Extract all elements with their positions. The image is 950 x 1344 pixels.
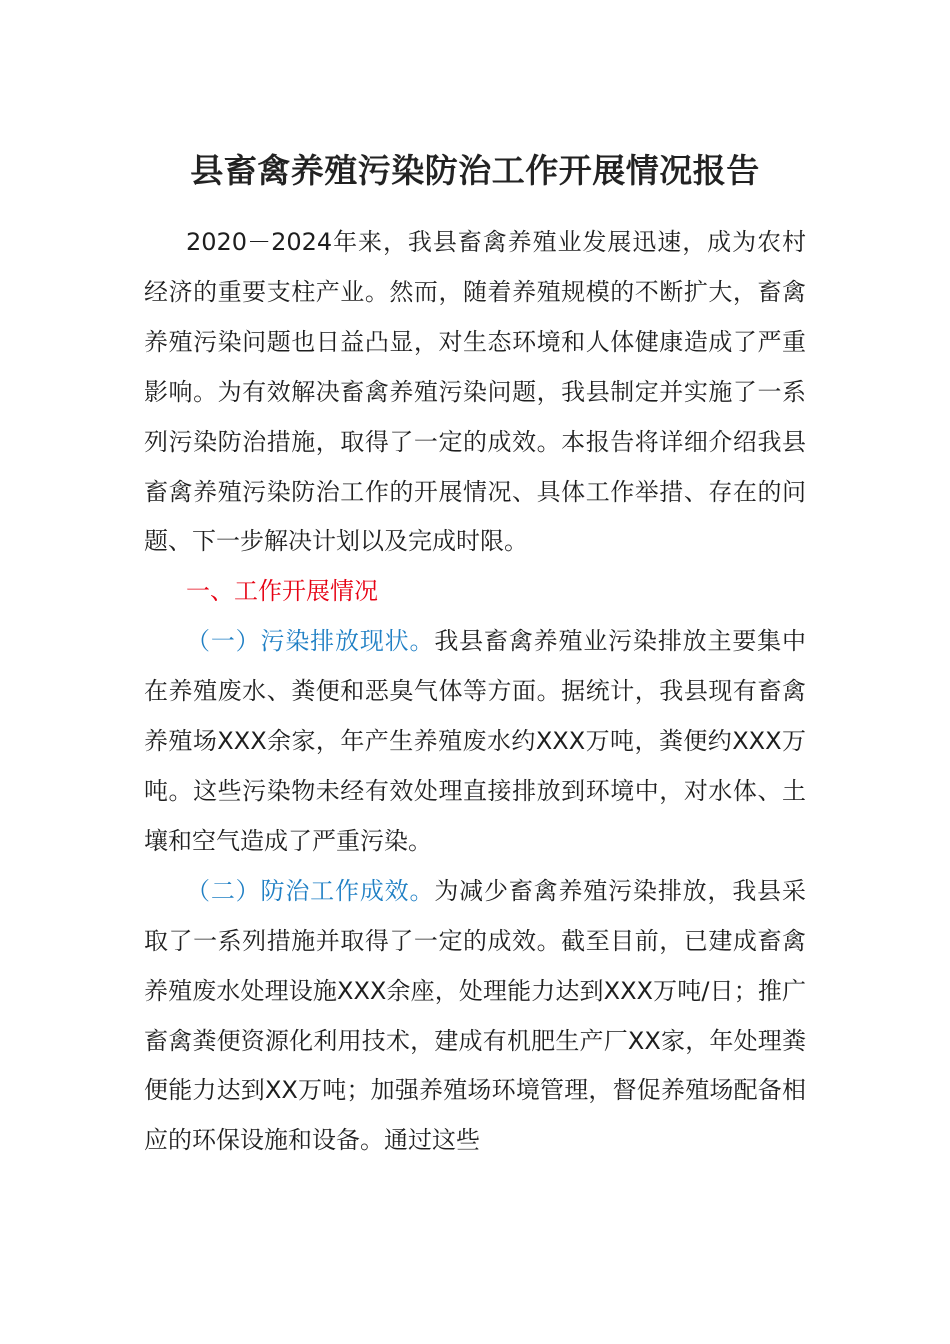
subheading-pollution-status: （一）污染排放现状。	[186, 627, 435, 656]
document-title: 县畜禽养殖污染防治工作开展情况报告	[190, 151, 760, 190]
paragraph-prevention-results	[144, 867, 806, 1166]
subheading-prevention-results: （二）防治工作成效。	[186, 876, 435, 905]
document-body	[144, 218, 806, 1166]
intro-paragraph: 2020－2024年来，我县畜禽养殖业发展迅速，成为农村经济的重要支柱产业。然而，随着养殖规模的不断扩大，畜禽养殖污染问题也日益凸显，对生态环境和人体健康造成了严重影响。为有效解决畜禽养殖污染问题，我县制定并实施了一系列污染防治措施，取得了一定的成效。本报告将详细介绍我县畜禽养殖污染防治工作的开展情况、具体工作举措、存在的问题、下一步解决计划以及完成时限。	[144, 228, 806, 556]
paragraph-prevention-results-text: 为减少畜禽养殖污染排放，我县采取了一系列措施并取得了一定的成效。截至目前，已建成畜禽养殖废水处理设施XXX余座，处理能力达到XXX万吨/日；推广畜禽粪便资源化利用技术，建成有机肥生产厂XX家，年处理粪便能力达到XX万吨；加强养殖场环境管理，督促养殖场配备相应的环保设施和设备。通过这些	[144, 876, 807, 1155]
section-heading-work-status: 一、工作开展情况	[186, 577, 378, 606]
paragraph-pollution-status	[144, 617, 806, 867]
paragraph-pollution-status-text: 我县畜禽养殖业污染排放主要集中在养殖废水、粪便和恶臭气体等方面。据统计，我县现有畜禽养殖场XXX余家，年产生养殖废水约XXX万吨，粪便约XXX万吨。这些污染物未经有效处理直接排放到环境中，对水体、土壤和空气造成了严重污染。	[144, 627, 807, 855]
